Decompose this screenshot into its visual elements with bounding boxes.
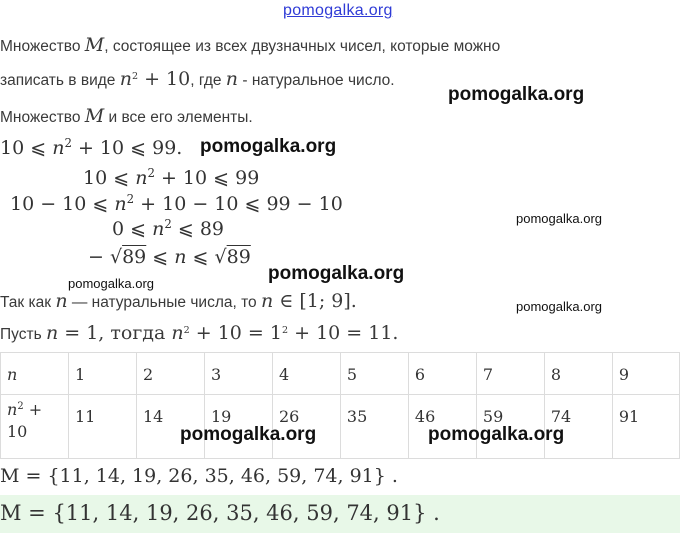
intro-text: и все его элементы. — [104, 109, 253, 126]
table-cell: 6 — [408, 353, 476, 395]
table-cell: 2 — [136, 353, 204, 395]
conclusion-line-1 — [0, 290, 357, 312]
derivation-line-5 — [88, 246, 251, 268]
table-cell: 74 — [544, 395, 612, 459]
watermark-text: pomogalka.org — [516, 299, 602, 314]
radicand: 89 — [226, 246, 251, 268]
values-table — [0, 352, 680, 459]
math-part: + 10 = 1 — [189, 322, 282, 344]
intro-text: , где — [190, 72, 226, 89]
table-cell: 35 — [340, 395, 408, 459]
table-cell: 11 — [68, 395, 136, 459]
intro-text: - натуральное число. — [238, 72, 395, 89]
exponent: 2 — [164, 216, 172, 231]
watermark-text: pomogalka.org — [180, 424, 317, 445]
var-n: n — [152, 218, 165, 240]
var-n: n — [52, 137, 65, 159]
intro-text: Множество — [0, 109, 85, 126]
math-part: + 10 = 11. — [288, 322, 399, 344]
table-cell: 26 — [272, 395, 340, 459]
intro-text: , состоящее из всех двузначных чисел, которые можно — [104, 38, 501, 55]
var-n: n — [55, 290, 68, 312]
math-part: 10 — [7, 422, 28, 441]
math-part: ⩽ √ — [186, 246, 227, 268]
table-cell: 59 — [476, 395, 544, 459]
table-cell: 91 — [612, 395, 679, 459]
answer-box — [0, 495, 680, 533]
math-part: + 10 − 10 ⩽ 99 − 10 — [134, 193, 343, 215]
math-part: 10 ⩽ — [0, 137, 53, 159]
derivation-line-1 — [0, 137, 182, 159]
text: Пусть — [0, 326, 46, 343]
table-cell: 19 — [204, 395, 272, 459]
exponent: 2 — [126, 191, 135, 206]
table-row — [1, 395, 680, 459]
intro-line-1 — [0, 34, 500, 56]
table-row — [1, 353, 680, 395]
table-cell: 14 — [136, 395, 204, 459]
text: — натуральные числа, то — [67, 294, 261, 311]
math-part: − √ — [88, 246, 123, 268]
math-part: 10 − 10 ⩽ — [10, 193, 115, 215]
set-expression: M = {11, 14, 19, 26, 35, 46, 59, 74, 91} . — [0, 465, 398, 487]
watermark-top-link[interactable]: pomogalka.org — [283, 2, 393, 19]
table-cell: 3 — [204, 353, 272, 395]
var-n: n — [45, 322, 59, 344]
table-cell: 5 — [340, 353, 408, 395]
interval: ∈ [1; 9]. — [273, 290, 357, 312]
radicand: 89 — [122, 246, 147, 268]
intro-line-3 — [0, 105, 253, 127]
set-result-line — [0, 465, 398, 487]
answer-line — [0, 501, 440, 525]
table-cell: 9 — [612, 353, 679, 395]
table-cell: 8 — [544, 353, 612, 395]
derivation-line-4 — [112, 218, 224, 240]
math-part: ⩽ — [146, 246, 175, 268]
watermark-text: pomogalka.org — [200, 136, 337, 157]
var-n: n — [135, 167, 148, 189]
exponent: 2 — [281, 325, 289, 337]
table-header-cell — [1, 395, 69, 459]
math-part: + 10 ⩽ 99. — [71, 137, 183, 159]
conclusion-line-2 — [0, 322, 398, 344]
exponent: 2 — [183, 325, 190, 337]
table-cell: 7 — [476, 353, 544, 395]
exponent: 2 — [64, 135, 72, 150]
watermark-text: pomogalka.org — [448, 84, 585, 105]
derivation-line-2 — [83, 167, 259, 189]
watermark-text: pomogalka.org — [268, 263, 405, 284]
table-cell: 46 — [408, 395, 476, 459]
watermark-text: pomogalka.org — [516, 211, 602, 226]
math-part: + 10 ⩽ 99 — [154, 167, 260, 189]
math-part: + — [23, 400, 43, 419]
derivation-line-3 — [10, 193, 343, 215]
intro-text: записать в виде — [0, 72, 120, 89]
watermark-text: pomogalka.org — [428, 424, 565, 445]
var-n: n — [171, 322, 184, 344]
set-symbol: M — [84, 105, 105, 127]
table-header-cell — [1, 353, 69, 395]
math-part: ⩽ 89 — [171, 218, 225, 240]
var-n: n — [174, 246, 187, 268]
var-n: n — [260, 290, 274, 312]
table-cell: 1 — [68, 353, 136, 395]
math-part: 10 ⩽ — [83, 167, 136, 189]
text: Так как — [0, 294, 56, 311]
text: = 1, тогда — [58, 322, 172, 344]
var-n: n — [114, 193, 127, 215]
math-part: 0 ⩽ — [112, 218, 153, 240]
answer-expression: M = {11, 14, 19, 26, 35, 46, 59, 74, 91} . — [0, 501, 440, 525]
table-cell: 4 — [272, 353, 340, 395]
var-n: n — [7, 400, 18, 419]
var-n: n — [225, 68, 239, 90]
exponent: 2 — [131, 71, 139, 83]
expr: + 10 — [138, 68, 191, 90]
var-n: n — [7, 365, 18, 384]
var-n: n — [119, 68, 132, 90]
intro-text: Множество — [0, 38, 85, 55]
exponent: 2 — [147, 165, 155, 180]
set-symbol: M — [84, 34, 105, 56]
intro-line-2 — [0, 68, 395, 90]
watermark-text: pomogalka.org — [68, 276, 154, 291]
exponent: 2 — [17, 401, 24, 413]
